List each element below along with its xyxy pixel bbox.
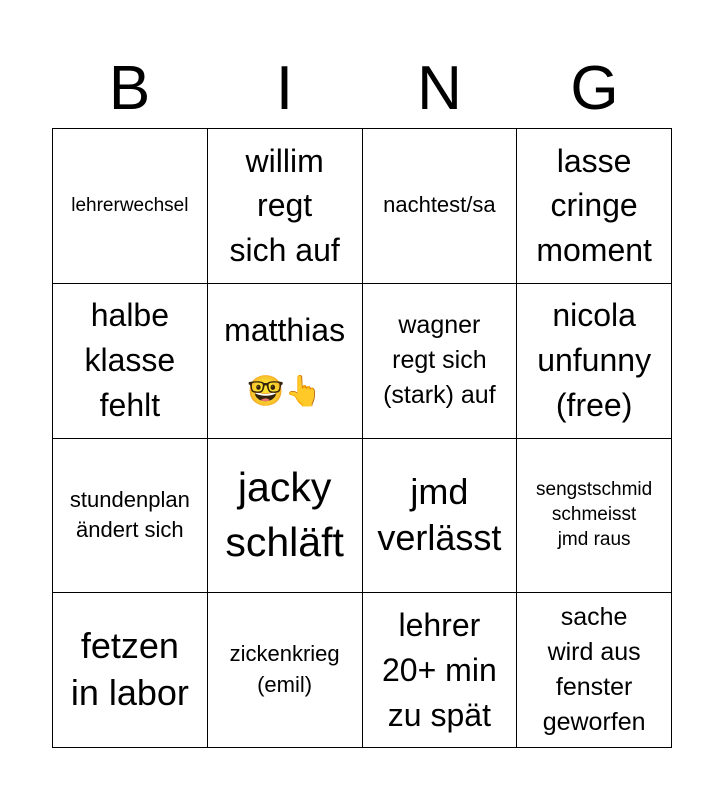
- cell-label: matthias: [224, 312, 346, 349]
- bingo-cell[interactable]: [517, 129, 672, 284]
- bingo-cell[interactable]: [363, 129, 518, 284]
- bingo-cell[interactable]: [363, 284, 518, 439]
- bingo-cell[interactable]: [363, 593, 518, 748]
- bingo-cell[interactable]: [53, 593, 208, 748]
- cell-label: willim regt sich auf: [229, 142, 340, 269]
- bingo-header: [52, 50, 672, 128]
- cell-label: lasse cringe moment: [536, 142, 652, 269]
- cell-label: lehrerwechsel: [71, 194, 189, 216]
- bingo-cell[interactable]: [208, 284, 363, 439]
- bingo-cell[interactable]: [53, 439, 208, 594]
- bingo-cell[interactable]: [208, 593, 363, 748]
- cell-label: lehrer 20+ min zu spät: [382, 606, 497, 733]
- cell-label: wagner regt sich (stark) auf: [383, 311, 496, 410]
- bingo-cell[interactable]: [517, 284, 672, 439]
- bingo-cell[interactable]: [53, 284, 208, 439]
- bingo-cell[interactable]: [53, 129, 208, 284]
- header-letter-n: N: [417, 54, 462, 123]
- cell-label: nicola unfunny (free): [537, 297, 652, 424]
- cell-label: fetzen in labor: [70, 625, 189, 714]
- header-letter-g: G: [570, 54, 619, 123]
- bingo-cell[interactable]: [208, 129, 363, 284]
- cell-content: [224, 290, 345, 431]
- cell-label: zickenkrieg (emil): [229, 641, 340, 698]
- bingo-cell[interactable]: [517, 439, 672, 594]
- cell-label: halbe klasse fehlt: [84, 297, 176, 424]
- bingo-cell[interactable]: [208, 439, 363, 594]
- cell-label: stundenplan ändert sich: [69, 486, 190, 543]
- cell-label: sache wird aus fenster geworfen: [542, 603, 646, 737]
- cell-label: jmd verlässt: [377, 470, 502, 559]
- bingo-cell[interactable]: [517, 593, 672, 748]
- bingo-grid: [52, 128, 672, 748]
- cell-label: jacky schläft: [225, 464, 344, 566]
- bingo-cell[interactable]: [363, 439, 518, 594]
- nerd-face-pointing-icon: 🤓👆: [247, 375, 322, 409]
- cell-label: nachtest/sa: [383, 192, 496, 218]
- header-letter-b: B: [108, 54, 151, 123]
- cell-label: sengstschmid schmeisst jmd raus: [536, 479, 653, 550]
- header-letter-i: I: [275, 54, 294, 123]
